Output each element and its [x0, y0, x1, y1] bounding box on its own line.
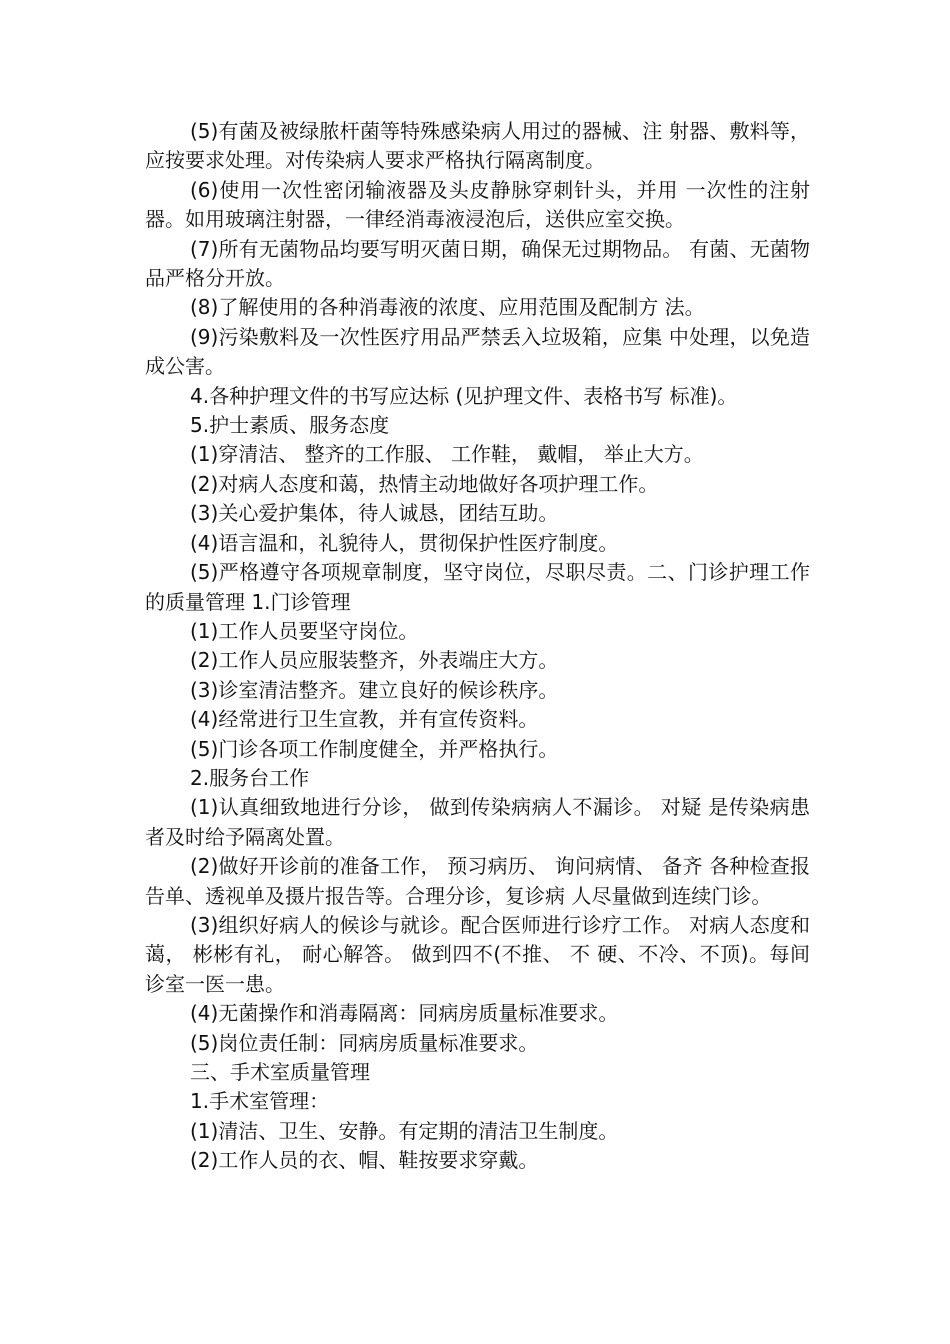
document-body: [145, 117, 810, 1176]
paragraph: (4)经常进行卫生宣教，并有宣传资料。: [190, 707, 539, 732]
paragraph: (1)认真细致地进行分诊， 做到传染病病人不漏诊。 对疑 是传染病患者及时给予隔离处置。: [145, 795, 810, 849]
paragraph: (5)岗位责任制：同病房质量标准要求。: [190, 1030, 539, 1055]
paragraph: (8)了解使用的各种消毒液的浓度、应用范围及配制方 法。: [190, 295, 705, 320]
paragraph: (1)工作人员要坚守岗位。: [190, 618, 419, 643]
paragraph: (3)关心爱护集体，待人诚恳，团结互助。: [190, 501, 559, 526]
paragraph: (1)穿清洁、 整齐的工作服、 工作鞋， 戴帽， 举止大方。: [190, 442, 704, 467]
paragraph: (2)工作人员的衣、帽、鞋按要求穿戴。: [190, 1148, 539, 1173]
paragraph: (2)对病人态度和蔼，热情主动地做好各项护理工作。: [190, 471, 659, 496]
paragraph: 4.各种护理文件的书写应达标 (见护理文件、表格书写 标准)。: [190, 383, 738, 408]
section-heading: 三、手术室质量管理: [190, 1060, 370, 1084]
paragraph: (4)语言温和，礼貌待人，贯彻保护性医疗制度。: [190, 530, 619, 555]
section-heading: 1.手术室管理：: [190, 1089, 330, 1114]
paragraph: (9)污染敷料及一次性医疗用品严禁丢入垃圾箱，应集 中处理，以免造成公害。: [145, 324, 810, 379]
paragraph: (1)清洁、卫生、安静。有定期的清洁卫生制度。: [190, 1118, 619, 1143]
paragraph: (7)所有无菌物品均要写明灭菌日期，确保无过期物品。 有菌、无菌物品严格分开放。: [145, 236, 810, 291]
paragraph: (4)无菌操作和消毒隔离：同病房质量标准要求。: [190, 1001, 619, 1026]
paragraph: (2)工作人员应服装整齐，外表端庄大方。: [190, 648, 559, 673]
section-heading: 5.护士素质、服务态度: [190, 413, 390, 438]
paragraph: (3)组织好病人的候诊与就诊。配合医师进行诊疗工作。 对病人态度和蔼， 彬彬有礼， 耐心解答。 做到四不(不推、 不 硬、不冷、不顶)。每间诊室一医一患。: [145, 912, 810, 996]
section-heading: 2.服务台工作: [190, 765, 310, 790]
paragraph: (6)使用一次性密闭输液器及头皮静脉穿刺针头，并用 一次性的注射器。如用玻璃注射器，一律经消毒液浸泡后，送供应室交换。: [145, 177, 810, 232]
paragraph: (5)门诊各项工作制度健全，并严格执行。: [190, 736, 559, 761]
paragraph: (5)严格遵守各项规章制度，坚守岗位，尽职尽责。二、门诊护理工作的质量管理 1.门诊管理: [145, 560, 810, 614]
paragraph: (3)诊室清洁整齐。建立良好的候诊秩序。: [190, 677, 559, 702]
paragraph: (5)有菌及被绿脓杆菌等特殊感染病人用过的器械、注 射器、敷料等，应按要求处理。对传染病人要求严格执行隔离制度。: [145, 119, 810, 173]
paragraph: (2)做好开诊前的准备工作， 预习病历、 询问病情、 备齐 各种检查报告单、透视单及摄片报告等。合理分诊，复诊病 人尽量做到连续门诊。: [145, 854, 810, 908]
